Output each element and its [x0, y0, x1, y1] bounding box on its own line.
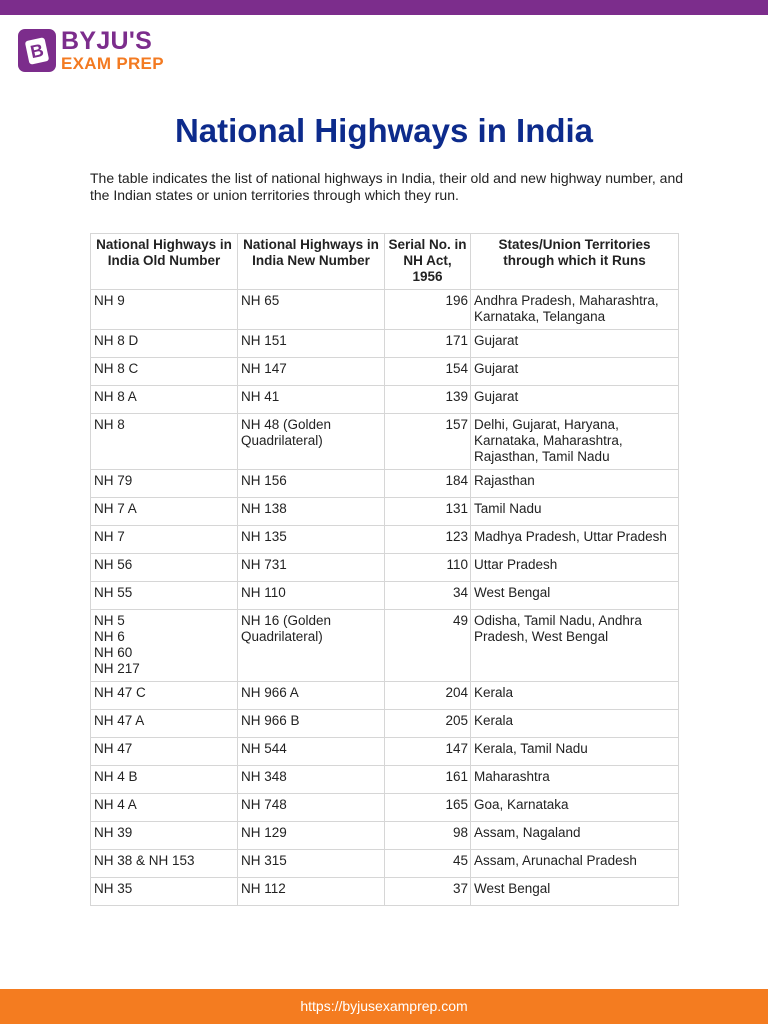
cell-new-number: NH 348: [238, 766, 385, 794]
cell-serial-no: 123: [385, 526, 471, 554]
cell-old-number: NH 4 A: [91, 794, 238, 822]
cell-states: Assam, Arunachal Pradesh: [471, 850, 679, 878]
table-row: [91, 526, 679, 554]
cell-serial-no: 205: [385, 710, 471, 738]
cell-serial-no: 196: [385, 290, 471, 330]
cell-states: Maharashtra: [471, 766, 679, 794]
cell-states: Uttar Pradesh: [471, 554, 679, 582]
table-body: [91, 290, 679, 906]
cell-serial-no: 139: [385, 386, 471, 414]
cell-old-number: NH 4 B: [91, 766, 238, 794]
cell-new-number: NH 731: [238, 554, 385, 582]
header-states: States/Union Territories through which it Runs: [471, 234, 679, 290]
table-header-row: [91, 234, 679, 290]
cell-states: Assam, Nagaland: [471, 822, 679, 850]
cell-serial-no: 110: [385, 554, 471, 582]
cell-states: Rajasthan: [471, 470, 679, 498]
cell-states: Odisha, Tamil Nadu, Andhra Pradesh, West Bengal: [471, 610, 679, 682]
cell-serial-no: 49: [385, 610, 471, 682]
cell-new-number: NH 147: [238, 358, 385, 386]
cell-new-number: NH 112: [238, 878, 385, 906]
table-row: [91, 582, 679, 610]
cell-new-number: NH 138: [238, 498, 385, 526]
cell-new-number: NH 110: [238, 582, 385, 610]
cell-new-number: NH 748: [238, 794, 385, 822]
table-row: [91, 710, 679, 738]
cell-new-number: NH 151: [238, 330, 385, 358]
cell-serial-no: 171: [385, 330, 471, 358]
cell-new-number: NH 48 (Golden Quadrilateral): [238, 414, 385, 470]
cell-old-number: NH 8 A: [91, 386, 238, 414]
cell-states: Gujarat: [471, 358, 679, 386]
table-row: [91, 794, 679, 822]
cell-new-number: NH 65: [238, 290, 385, 330]
cell-serial-no: 204: [385, 682, 471, 710]
cell-states: Andhra Pradesh, Maharashtra, Karnataka, Telangana: [471, 290, 679, 330]
cell-old-number: NH 35: [91, 878, 238, 906]
cell-old-number: NH 38 & NH 153: [91, 850, 238, 878]
cell-states: Madhya Pradesh, Uttar Pradesh: [471, 526, 679, 554]
intro-paragraph: The table indicates the list of national highways in India, their old and new highway number, and the Indian states or union territories through which they run.: [90, 170, 684, 203]
cell-states: Tamil Nadu: [471, 498, 679, 526]
cell-serial-no: 34: [385, 582, 471, 610]
cell-states: Delhi, Gujarat, Haryana, Karnataka, Maharashtra, Rajasthan, Tamil Nadu: [471, 414, 679, 470]
brand-name: BYJU'S: [61, 27, 153, 55]
cell-states: Gujarat: [471, 386, 679, 414]
table-row: [91, 738, 679, 766]
header-old-number: National Highways in India Old Number: [91, 234, 238, 290]
cell-old-number: NH 39: [91, 822, 238, 850]
header-serial-no: Serial No. in NH Act, 1956: [385, 234, 471, 290]
cell-old-number: NH 5 NH 6 NH 60 NH 217: [91, 610, 238, 682]
table-row: [91, 414, 679, 470]
cell-old-number: NH 79: [91, 470, 238, 498]
page-title: National Highways in India: [174, 112, 594, 149]
cell-old-number: NH 56: [91, 554, 238, 582]
table-row: [91, 554, 679, 582]
top-accent-bar: [0, 0, 768, 15]
table-row: [91, 330, 679, 358]
table-row: [91, 358, 679, 386]
cell-states: Gujarat: [471, 330, 679, 358]
cell-states: Goa, Karnataka: [471, 794, 679, 822]
cell-old-number: NH 47: [91, 738, 238, 766]
header-new-number: National Highways in India New Number: [238, 234, 385, 290]
cell-new-number: NH 16 (Golden Quadrilateral): [238, 610, 385, 682]
cell-serial-no: 165: [385, 794, 471, 822]
cell-new-number: NH 156: [238, 470, 385, 498]
cell-new-number: NH 544: [238, 738, 385, 766]
cell-new-number: NH 135: [238, 526, 385, 554]
cell-old-number: NH 47 A: [91, 710, 238, 738]
cell-serial-no: 131: [385, 498, 471, 526]
cell-states: West Bengal: [471, 878, 679, 906]
cell-serial-no: 184: [385, 470, 471, 498]
cell-old-number: NH 7: [91, 526, 238, 554]
table-row: [91, 878, 679, 906]
cell-serial-no: 37: [385, 878, 471, 906]
cell-old-number: NH 8 D: [91, 330, 238, 358]
table-row: [91, 470, 679, 498]
brand-tagline: EXAM PREP: [61, 54, 164, 73]
table-row: [91, 610, 679, 682]
cell-serial-no: 45: [385, 850, 471, 878]
table-row: [91, 850, 679, 878]
table-row: [91, 822, 679, 850]
footer-url-link[interactable]: https://byjusexamprep.com: [300, 998, 468, 1014]
cell-old-number: NH 8 C: [91, 358, 238, 386]
table-row: [91, 386, 679, 414]
logo-text: [61, 29, 164, 72]
cell-new-number: NH 966 A: [238, 682, 385, 710]
cell-serial-no: 154: [385, 358, 471, 386]
logo-mark-letter: B: [25, 37, 50, 65]
cell-serial-no: 161: [385, 766, 471, 794]
national-highways-table: [90, 233, 679, 906]
cell-states: West Bengal: [471, 582, 679, 610]
cell-serial-no: 157: [385, 414, 471, 470]
table-row: [91, 682, 679, 710]
byjus-logo-icon: [18, 29, 56, 72]
table-row: [91, 290, 679, 330]
table-row: [91, 498, 679, 526]
cell-old-number: NH 55: [91, 582, 238, 610]
cell-old-number: NH 47 C: [91, 682, 238, 710]
cell-old-number: NH 7 A: [91, 498, 238, 526]
cell-new-number: NH 966 B: [238, 710, 385, 738]
cell-serial-no: 147: [385, 738, 471, 766]
cell-new-number: NH 315: [238, 850, 385, 878]
cell-new-number: NH 129: [238, 822, 385, 850]
cell-states: Kerala: [471, 710, 679, 738]
cell-states: Kerala: [471, 682, 679, 710]
cell-states: Kerala, Tamil Nadu: [471, 738, 679, 766]
cell-new-number: NH 41: [238, 386, 385, 414]
cell-serial-no: 98: [385, 822, 471, 850]
cell-old-number: NH 8: [91, 414, 238, 470]
footer-bar: [0, 989, 768, 1024]
byjus-logo[interactable]: [18, 29, 164, 72]
table-row: [91, 766, 679, 794]
cell-old-number: NH 9: [91, 290, 238, 330]
